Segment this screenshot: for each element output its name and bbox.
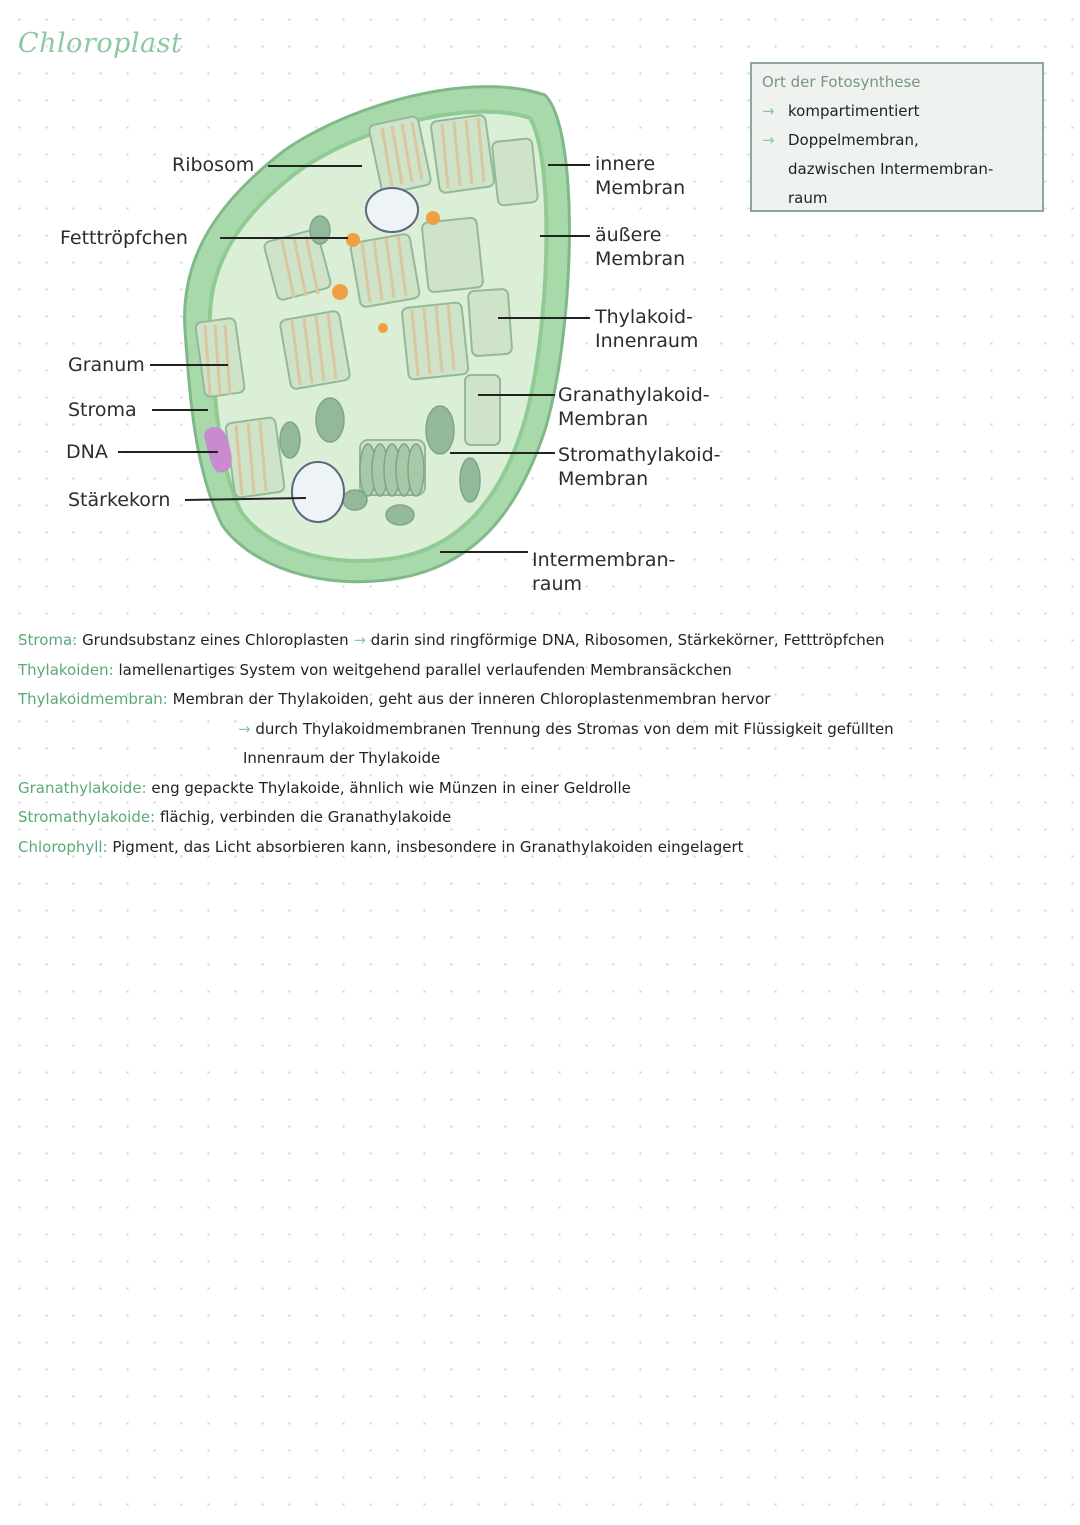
label-ribosom: Ribosom [172, 154, 255, 176]
note-text: eng gepackte Thylakoide, ähnlich wie Münzen in einer Geldrolle [151, 778, 631, 797]
term-stroma: Stroma: [18, 631, 78, 649]
label-aeussere-membran [595, 223, 685, 271]
label-innere-membran [595, 152, 685, 200]
info-continuation: raum [788, 189, 828, 207]
label-granathylakoid-membran [558, 383, 710, 431]
label-thylakoid-innenraum [595, 305, 698, 353]
label-staerkekorn: Stärkekorn [68, 489, 171, 511]
note-thylakoiden [18, 656, 1068, 686]
label-line: Membran [595, 248, 686, 270]
note-thylakoidmembran [18, 685, 1068, 715]
term-granathylakoide: Granathylakoide: [18, 778, 147, 797]
note-stromathylakoide [18, 803, 1068, 833]
info-heading: Ort der Fotosynthese [762, 73, 921, 91]
note-thylakoidmembran-cont [18, 715, 1068, 745]
note-text: Membran der Thylakoiden, geht aus der inneren Chloroplastenmembran hervor [172, 690, 771, 708]
notes [18, 626, 1068, 862]
note-text: Grundsubstanz eines Chloroplasten [82, 631, 349, 649]
note-text: Innenraum der Thylakoide [243, 749, 441, 767]
label-line: raum [532, 573, 583, 595]
arrow-icon: → [762, 131, 775, 149]
label-line: Thylakoid- [595, 306, 693, 328]
label-line: Membran [558, 468, 649, 490]
label-line: Intermembran- [532, 549, 676, 571]
note-chlorophyll [18, 833, 1068, 863]
note-granathylakoide [18, 774, 1068, 804]
label-line: innere [595, 153, 656, 175]
label-dna: DNA [66, 441, 108, 463]
label-line: Membran [595, 177, 686, 199]
info-item-text: kompartimentiert [788, 102, 920, 120]
arrow-icon: → [762, 102, 775, 120]
label-granum: Granum [68, 354, 145, 376]
granum-stack [360, 444, 424, 496]
label-stroma: Stroma [68, 399, 137, 421]
note-text: Pigment, das Licht absorbieren kann, insbesondere in Granathylakoiden eingelagert [112, 837, 744, 856]
note-text: durch Thylakoidmembranen Trennung des Stromas von dem mit Flüssigkeit gefüllten [255, 719, 894, 738]
arrow-icon: → [353, 631, 366, 649]
term-thylakoidmembran: Thylakoidmembran: [18, 690, 168, 708]
label-line: äußere [595, 224, 662, 246]
note-text: lamellenartiges System von weitgehend parallel verlaufenden Membransäckchen [118, 660, 732, 679]
label-line: Stromathylakoid- [558, 444, 721, 466]
label-fetttroepfchen: Fetttröpfchen [60, 227, 188, 249]
label-line: Granathylakoid- [558, 384, 710, 406]
note-stroma [18, 626, 1068, 656]
label-intermembranraum [532, 548, 675, 596]
info-item-text: Doppelmembran, [788, 131, 919, 149]
page-title: Chloroplast [18, 28, 183, 59]
info-continuation: dazwischen Intermembran- [788, 160, 994, 178]
term-thylakoiden: Thylakoiden: [18, 660, 114, 679]
label-line: Innenraum [595, 330, 699, 352]
note-thylakoidmembran-cont2 [18, 744, 1068, 774]
term-chlorophyll: Chlorophyll: [18, 837, 108, 856]
label-stromathylakoid-membran [558, 443, 720, 491]
arrow-icon: → [238, 719, 251, 738]
term-stromathylakoide: Stromathylakoide: [18, 808, 156, 826]
note-text: flächig, verbinden die Granathylakoide [159, 808, 452, 826]
label-line: Membran [558, 408, 649, 430]
note-text: darin sind ringförmige DNA, Ribosomen, Stärkekörner, Fetttröpfchen [370, 631, 885, 649]
